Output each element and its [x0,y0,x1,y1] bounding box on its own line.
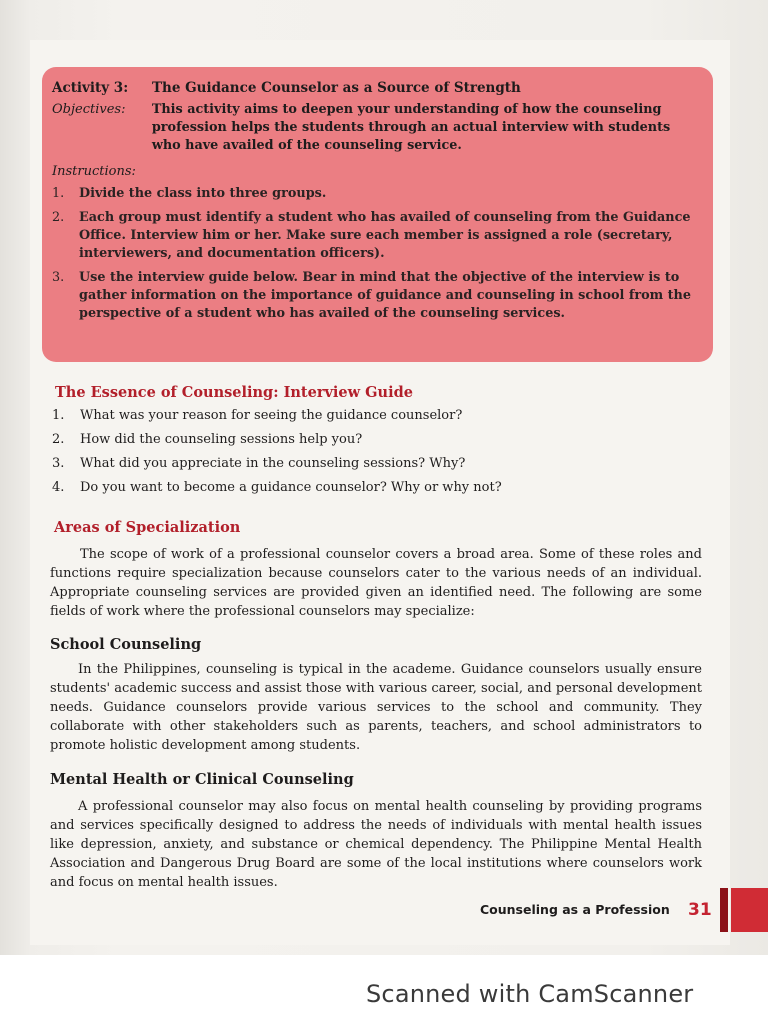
activity-label: Activity 3: [52,80,129,96]
activity-box [42,67,713,362]
instruction-text: Divide the class into three groups. [79,186,327,201]
instruction-number: 1. [52,186,65,201]
areas-of-specialization-title: Areas of Specialization [54,519,241,536]
page-edge-tab [731,888,768,932]
page-number: 31 [688,900,712,920]
instructions-label: Instructions: [52,164,136,179]
activity-title: The Guidance Counselor as a Source of Strength [152,80,521,96]
mental-health-heading: Mental Health or Clinical Counseling [50,771,354,788]
question-item [52,454,692,478]
instruction-item [52,209,701,263]
question-item [52,430,692,454]
question-text: What did you appreciate in the counseling sessions? Why? [80,456,466,471]
objectives [52,101,701,155]
question-text: Do you want to become a guidance counselor? Why or why not? [80,480,502,495]
activity-header [52,79,701,97]
school-counseling-heading: School Counseling [50,636,202,653]
instruction-text: Each group must identify a student who has availed of counseling from the Guidance Office. Interview him or her. Make sure each member is assigned a role (secretary, interviewers, and documentation officers). [79,210,691,261]
interview-guide-title: The Essence of Counseling: Interview Guide [55,384,413,401]
camscanner-watermark: Scanned with CamScanner [366,980,694,1008]
objectives-text: This activity aims to deepen your understanding of how the counseling profession helps the students through an actual interview with students who have availed of the counseling service. [151,102,671,153]
question-number: 2. [52,432,65,447]
question-number: 3. [52,456,65,471]
school-counseling-paragraph: In the Philippines, counseling is typical in the academe. Guidance counselors usually ensure students' academic success and assist those with various career, social, and personal development needs. Guidance counselors provide various services to the school and community. They collaborate with other stakeholders such as parents, teachers, and school administrators to promote holistic development among students. [50,662,702,753]
objectives-label: Objectives: [52,102,126,117]
instruction-item [52,269,701,323]
instruction-number: 3. [52,270,65,285]
footer-section-title: Counseling as a Profession [480,902,670,917]
question-text: What was your reason for seeing the guidance counselor? [80,408,463,423]
question-number: 1. [52,408,65,423]
areas-intro-paragraph: The scope of work of a professional counselor covers a broad area. Some of these roles and functions require specialization because counselors cater to the various needs of an individual. Appropriate counseling services are provided given an identified need. The following are some fields of work where the professional counselors may specialize: [50,547,702,619]
instruction-number: 2. [52,210,65,225]
instruction-item [52,185,701,203]
interview-questions-list [52,406,692,502]
question-item [52,406,692,430]
question-number: 4. [52,480,65,495]
mental-health-paragraph: A professional counselor may also focus on mental health counseling by providing programs and services specifically designed to address the needs of individuals with mental health issues like depression, anxiety, and substance or chemical dependency. The Philippine Mental Health Association and Dangerous Drug Board are some of the local institutions where counselors work and focus on mental health issues. [50,799,702,890]
question-item [52,478,692,502]
instruction-text: Use the interview guide below. Bear in mind that the objective of the interview is to gather information on the importance of guidance and counseling in school from the perspective of a student who has availed of the counseling services. [79,270,691,321]
instructions-list [52,185,701,323]
question-text: How did the counseling sessions help you? [80,432,363,447]
page-edge-stripe [720,888,728,932]
